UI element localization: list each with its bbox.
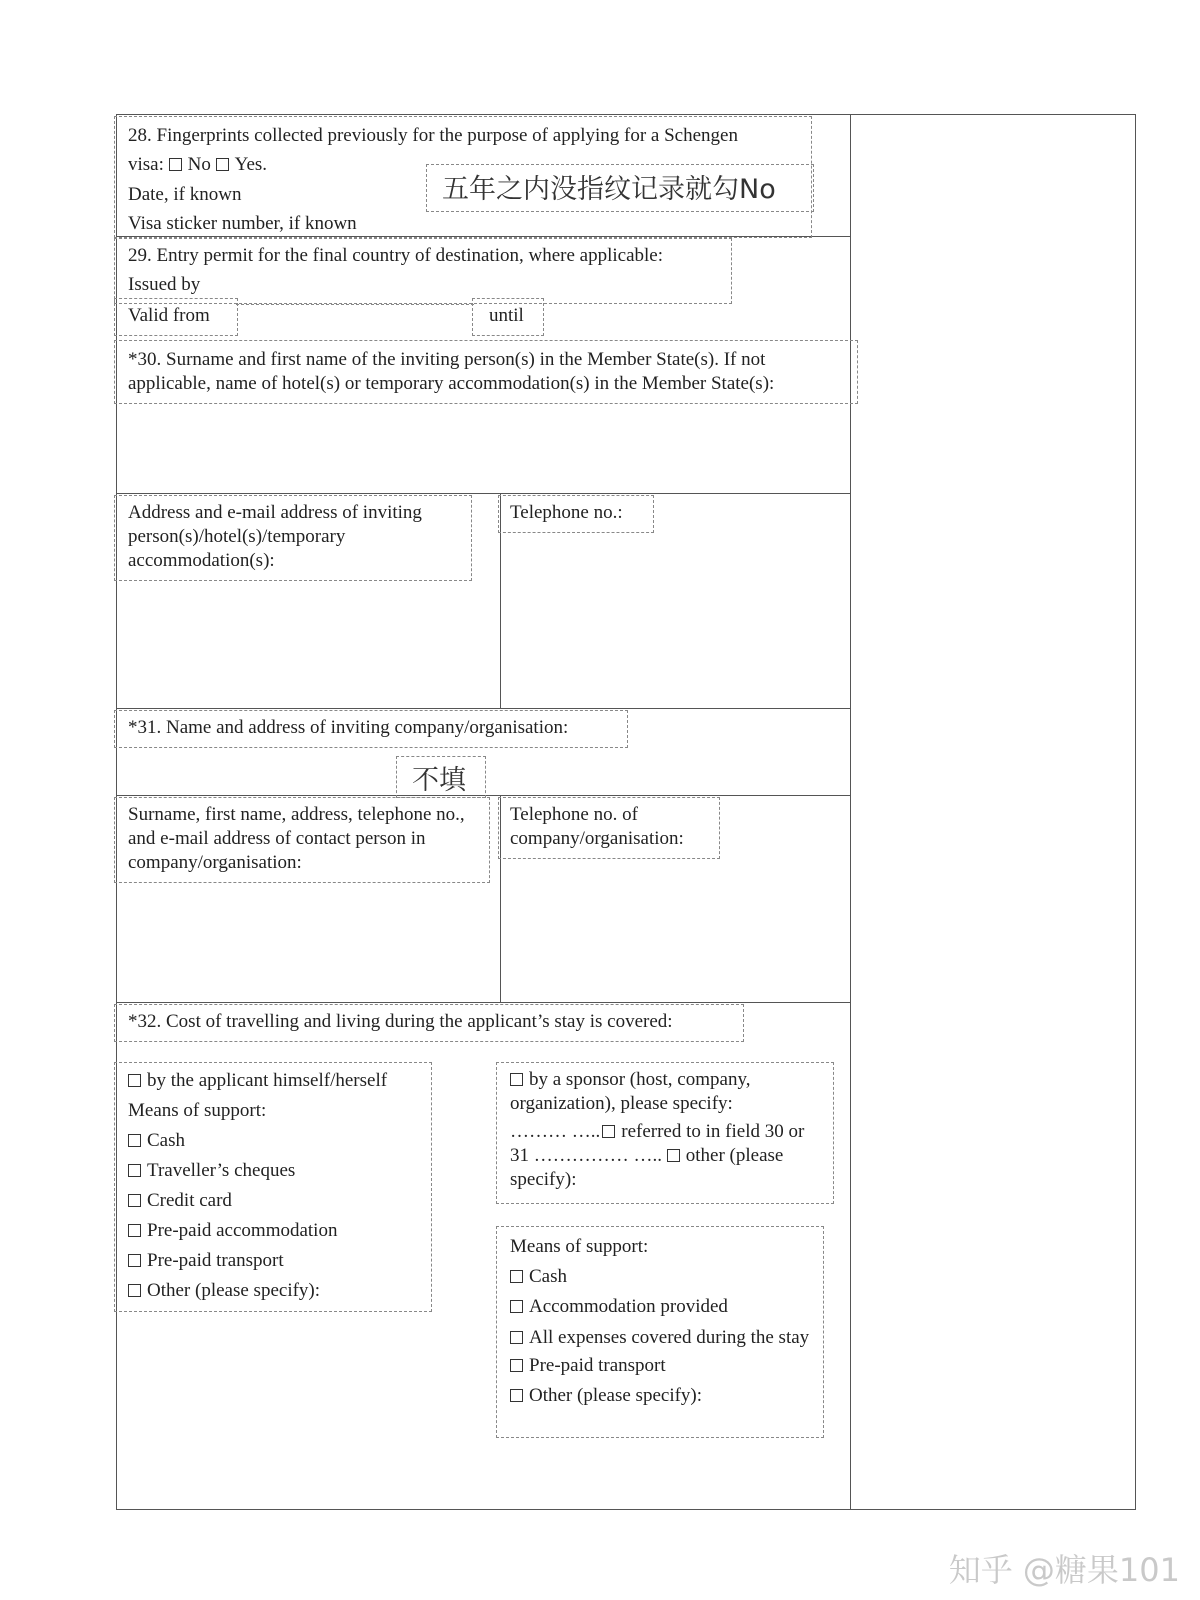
yes-label: Yes. — [234, 154, 268, 175]
sponsor-other-label: other (please — [685, 1145, 784, 1166]
valid-from-connector — [236, 304, 474, 305]
field-29-title: 29. Entry permit for the final country of destination, where applicable: — [128, 245, 663, 266]
sponsor-checkbox[interactable] — [510, 1073, 523, 1086]
row-divider-31 — [116, 708, 850, 709]
visa-sticker-label: Visa sticker number, if known — [128, 213, 357, 234]
issued-by-label: Issued by — [128, 274, 201, 295]
left-cash-label: Cash — [147, 1130, 185, 1151]
left-means-label: Means of support: — [128, 1100, 267, 1121]
left-cash-checkbox[interactable] — [128, 1134, 141, 1147]
right-accommodation-checkbox[interactable] — [510, 1300, 523, 1313]
right-means-label: Means of support: — [510, 1236, 649, 1257]
no-label: No — [187, 154, 211, 175]
left-prepaid-transport-checkbox[interactable] — [128, 1254, 141, 1267]
applicant-support-list — [128, 1066, 387, 1306]
right-prepaid-transport-label: Pre-paid transport — [529, 1355, 666, 1376]
contact-person-label: Surname, first name, address, telephone no., and e-mail address of contact person in company/organisation: — [128, 804, 465, 873]
left-prepaid-accommodation-label: Pre-paid accommodation — [147, 1220, 338, 1241]
field-30-title: *30. Surname and first name of the inviting person(s) in the Member State(s). If not applicable, name of hotel(s) or temporary accommodation(s) in the Member State(s): — [128, 349, 775, 394]
right-all-expenses-label: All expenses covered during the stay — [529, 1327, 810, 1348]
fingerprint-yes-checkbox[interactable] — [216, 158, 229, 171]
right-other-label: Other (please specify): — [529, 1385, 703, 1406]
left-credit-card-checkbox[interactable] — [128, 1194, 141, 1207]
sponsor-line-2: organization), please specify: — [510, 1093, 733, 1114]
left-prepaid-transport-label: Pre-paid transport — [147, 1250, 284, 1271]
sponsor-line-3: 31 …………… ….. — [510, 1145, 662, 1166]
sponsor-line-1: by a sponsor (host, company, — [529, 1069, 751, 1090]
field-28-visa-line — [128, 153, 267, 177]
sponsor-other-checkbox[interactable] — [667, 1149, 680, 1162]
until-label: until — [489, 305, 524, 326]
left-credit-card-label: Credit card — [147, 1190, 232, 1211]
sponsor-ref-checkbox[interactable] — [602, 1125, 615, 1138]
field-28-title: 28. Fingerprints collected previously for the purpose of applying for a Schengen — [128, 125, 738, 146]
sponsor-line-4: specify): — [510, 1169, 577, 1190]
left-other-label: Other (please specify): — [147, 1280, 321, 1301]
company-telephone-label: Telephone no. of company/organisation: — [510, 804, 684, 849]
fingerprint-note: 五年之内没指纹记录就勾No — [442, 174, 776, 205]
watermark: 知乎 @糖果101 — [948, 1551, 1180, 1589]
right-cash-label: Cash — [529, 1266, 567, 1287]
sponsor-means-list — [510, 1232, 810, 1411]
not-fill-note: 不填 — [412, 765, 466, 796]
fingerprint-no-checkbox[interactable] — [169, 158, 182, 171]
left-travellers-cheques-label: Traveller’s cheques — [147, 1160, 296, 1181]
date-if-known-label: Date, if known — [128, 184, 242, 205]
sponsor-dots-1: ……… ….. — [510, 1121, 601, 1142]
right-all-expenses-checkbox[interactable] — [510, 1331, 523, 1344]
row-divider-32 — [116, 1002, 850, 1003]
right-other-checkbox[interactable] — [510, 1389, 523, 1402]
left-travellers-cheques-checkbox[interactable] — [128, 1164, 141, 1177]
left-other-checkbox[interactable] — [128, 1284, 141, 1297]
field-32-title: *32. Cost of travelling and living during the applicant’s stay is covered: — [128, 1011, 673, 1032]
right-prepaid-transport-checkbox[interactable] — [510, 1359, 523, 1372]
left-prepaid-accommodation-checkbox[interactable] — [128, 1224, 141, 1237]
valid-from-label: Valid from — [128, 305, 210, 326]
right-cash-checkbox[interactable] — [510, 1270, 523, 1283]
field-31-title: *31. Name and address of inviting company/organisation: — [128, 717, 569, 738]
inviting-telephone-label: Telephone no.: — [510, 502, 623, 523]
sponsor-ref-label: referred to in field 30 or — [621, 1121, 805, 1142]
right-accommodation-label: Accommodation provided — [529, 1296, 728, 1317]
row-divider-30 — [116, 493, 850, 494]
right-column-divider — [850, 114, 851, 1510]
inviting-address-label: Address and e-mail address of inviting person(s)/hotel(s)/temporary accommodation(s): — [128, 502, 422, 571]
visa-prefix: visa: — [128, 154, 164, 175]
applicant-self-label: by the applicant himself/herself — [147, 1070, 388, 1091]
applicant-self-checkbox[interactable] — [128, 1074, 141, 1087]
sponsor-text — [510, 1068, 804, 1192]
